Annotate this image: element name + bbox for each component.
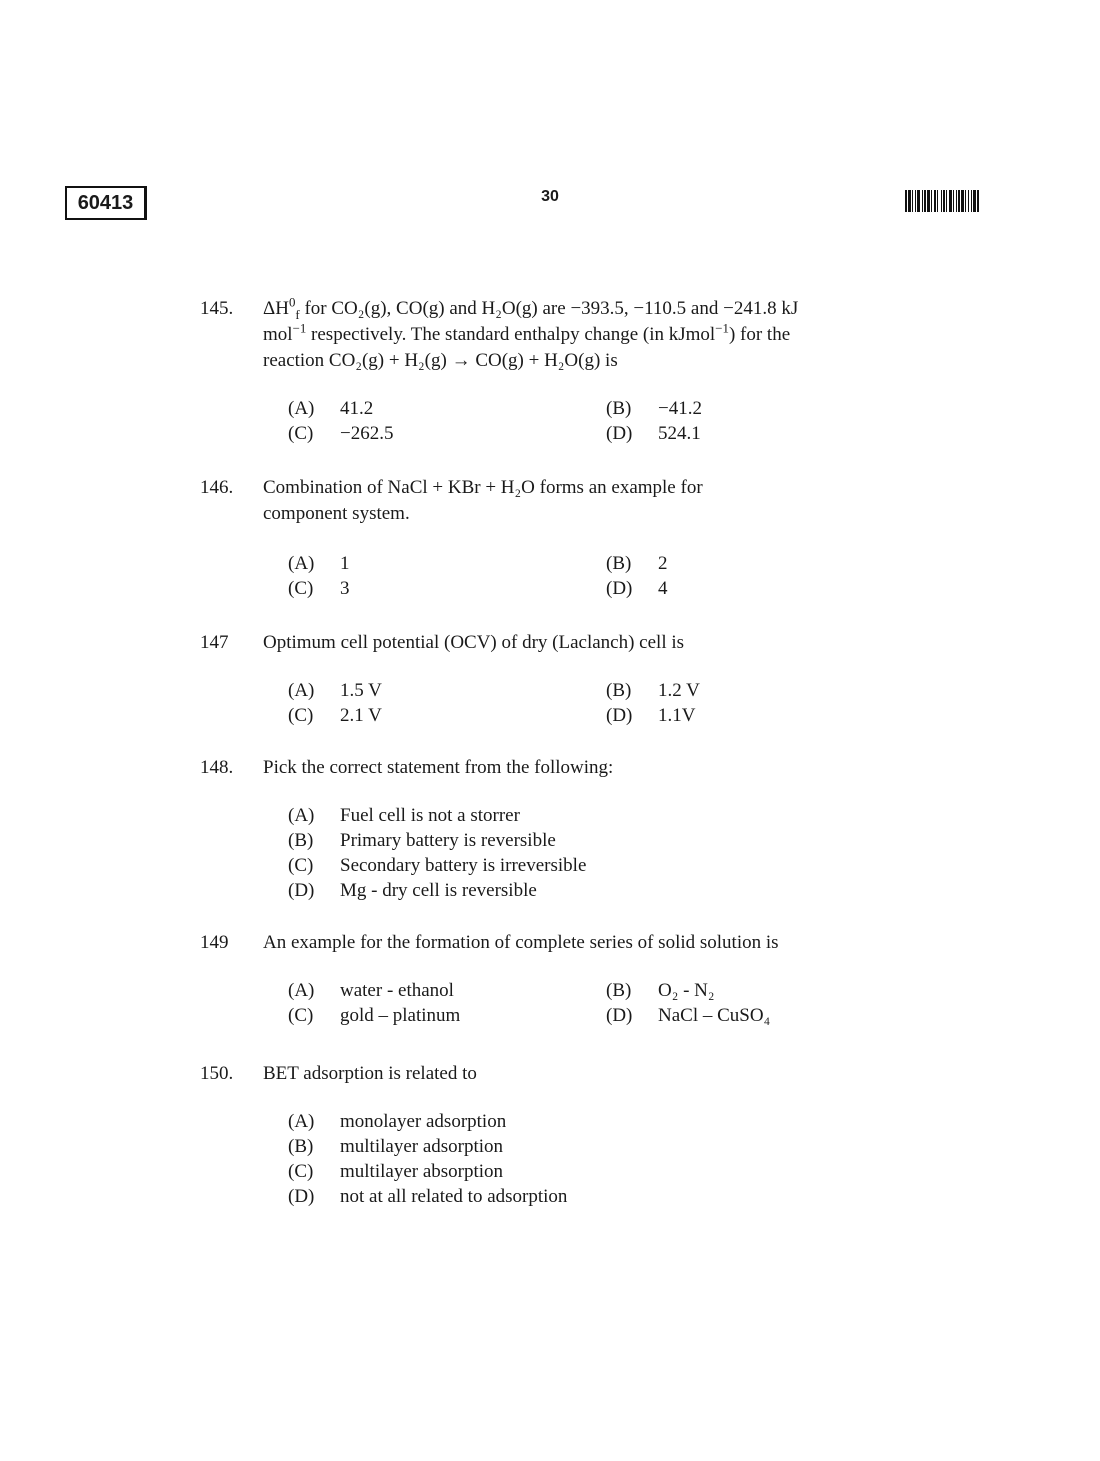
stem-text: respectively. The standard enthalpy change (in kJmol [306, 324, 716, 345]
question-stem [263, 475, 930, 527]
option-text: 2.1 V [340, 705, 382, 726]
stem-text: ) for the [728, 324, 791, 345]
option-b [606, 978, 906, 1003]
option-text: water - ethanol [340, 980, 454, 1001]
option-a [288, 551, 588, 576]
question-150 [200, 1061, 930, 1209]
question-stem [263, 630, 930, 656]
option-text: 1.2 V [658, 680, 700, 701]
option-text: 2 [658, 553, 668, 574]
option-text: −41.2 [658, 398, 702, 419]
option-d [606, 576, 906, 601]
option-label: (B) [606, 980, 632, 1001]
option-text: multilayer adsorption [340, 1136, 504, 1157]
options [288, 551, 930, 601]
option-text: −262.5 [340, 423, 394, 444]
option-label: (D) [606, 1005, 633, 1026]
option-label: (C) [288, 423, 314, 444]
options [288, 396, 930, 446]
option-text: 41.2 [340, 398, 374, 419]
option-label: (B) [606, 398, 632, 419]
stem-sub: f [295, 306, 300, 322]
stem-text: mol [263, 324, 293, 345]
question-number: 147 [200, 632, 229, 653]
option-label: (D) [288, 1186, 315, 1207]
question-149 [200, 930, 930, 1028]
option-label: (B) [288, 830, 314, 851]
option-text: Secondary battery is irreversible [340, 855, 587, 876]
option-text: 1 [340, 553, 350, 574]
option-label: (C) [288, 1005, 314, 1026]
stem-text: An example for the formation of complete series of solid solution is [263, 932, 779, 953]
question-stem [263, 1061, 930, 1087]
question-stem [263, 755, 930, 781]
option-b [606, 678, 906, 703]
question-146 [200, 475, 930, 601]
option-a [288, 1109, 930, 1134]
option-label: (A) [288, 805, 315, 826]
question-number: 145. [200, 298, 234, 319]
option-text: monolayer adsorption [340, 1111, 507, 1132]
stem-text: Pick the correct statement from the following: [263, 757, 614, 778]
option-a [288, 803, 930, 828]
option-d [606, 421, 906, 446]
option-label: (C) [288, 705, 314, 726]
paper-code: 60413 [65, 186, 147, 220]
option-label: (C) [288, 1161, 314, 1182]
question-number: 146. [200, 477, 234, 498]
options [288, 1109, 930, 1209]
barcode-graphic [905, 190, 1037, 212]
page-number: 30 [541, 188, 559, 205]
option-d [288, 878, 930, 903]
option-label: (D) [606, 705, 633, 726]
question-stem [263, 930, 930, 956]
option-c [288, 576, 588, 601]
option-a [288, 396, 588, 421]
option-text: Mg - dry cell is reversible [340, 880, 537, 901]
stem-text: ΔH [263, 298, 289, 319]
option-label: (B) [606, 553, 632, 574]
option-d [288, 1184, 930, 1209]
option-text: 4 [658, 578, 668, 599]
option-d [606, 1003, 906, 1028]
option-b [606, 396, 906, 421]
option-a [288, 978, 588, 1003]
option-b [288, 828, 930, 853]
option-text: Primary battery is reversible [340, 830, 556, 851]
question-stem [263, 296, 930, 374]
stem-text: BET adsorption is related to [263, 1063, 477, 1084]
stem-text: Combination of NaCl + KBr + H₂O forms an example for [263, 477, 703, 498]
option-a [288, 678, 588, 703]
option-text: O₂ - N₂ [658, 980, 715, 1001]
question-147 [200, 630, 930, 728]
barcode-bar [979, 190, 980, 212]
option-c [288, 703, 588, 728]
stem-text: Optimum cell potential (OCV) of dry (Laclanch) cell is [263, 632, 685, 653]
option-label: (D) [288, 880, 315, 901]
stem-sup: −1 [715, 320, 729, 336]
stem-sup: 0 [288, 294, 296, 310]
option-c [288, 1159, 930, 1184]
option-b [288, 1134, 930, 1159]
option-text: Fuel cell is not a storrer [340, 805, 520, 826]
option-label: (A) [288, 553, 315, 574]
question-number: 150. [200, 1063, 234, 1084]
option-label: (A) [288, 980, 315, 1001]
stem-text: component system. [263, 503, 410, 524]
question-145 [200, 296, 930, 446]
option-c [288, 421, 588, 446]
question-number: 149 [200, 932, 229, 953]
option-label: (A) [288, 1111, 315, 1132]
option-label: (D) [606, 578, 633, 599]
option-text: NaCl – CuSO₄ [658, 1005, 771, 1026]
option-c [288, 1003, 588, 1028]
option-text: 3 [340, 578, 350, 599]
option-text: 524.1 [658, 423, 701, 444]
option-text: 1.1V [658, 705, 696, 726]
option-b [606, 551, 906, 576]
option-text: multilayer absorption [340, 1161, 504, 1182]
option-label: (A) [288, 398, 315, 419]
option-label: (B) [288, 1136, 314, 1157]
stem-text: for CO₂(g), CO(g) and H₂O(g) are −393.5, −110.5 and −241.8 kJ [299, 298, 799, 319]
options [288, 978, 930, 1028]
stem-text: reaction CO₂(g) + H₂(g) → CO(g) + H₂O(g) is [263, 350, 618, 371]
option-text: not at all related to adsorption [340, 1186, 568, 1207]
options [288, 678, 930, 728]
option-label: (C) [288, 855, 314, 876]
option-d [606, 703, 906, 728]
option-label: (B) [606, 680, 632, 701]
question-148 [200, 755, 930, 903]
options [288, 803, 930, 903]
option-label: (D) [606, 423, 633, 444]
option-label: (A) [288, 680, 315, 701]
option-text: 1.5 V [340, 680, 382, 701]
option-label: (C) [288, 578, 314, 599]
stem-sup: −1 [292, 320, 307, 336]
option-c [288, 853, 930, 878]
question-number: 148. [200, 757, 234, 778]
option-text: gold – platinum [340, 1005, 461, 1026]
